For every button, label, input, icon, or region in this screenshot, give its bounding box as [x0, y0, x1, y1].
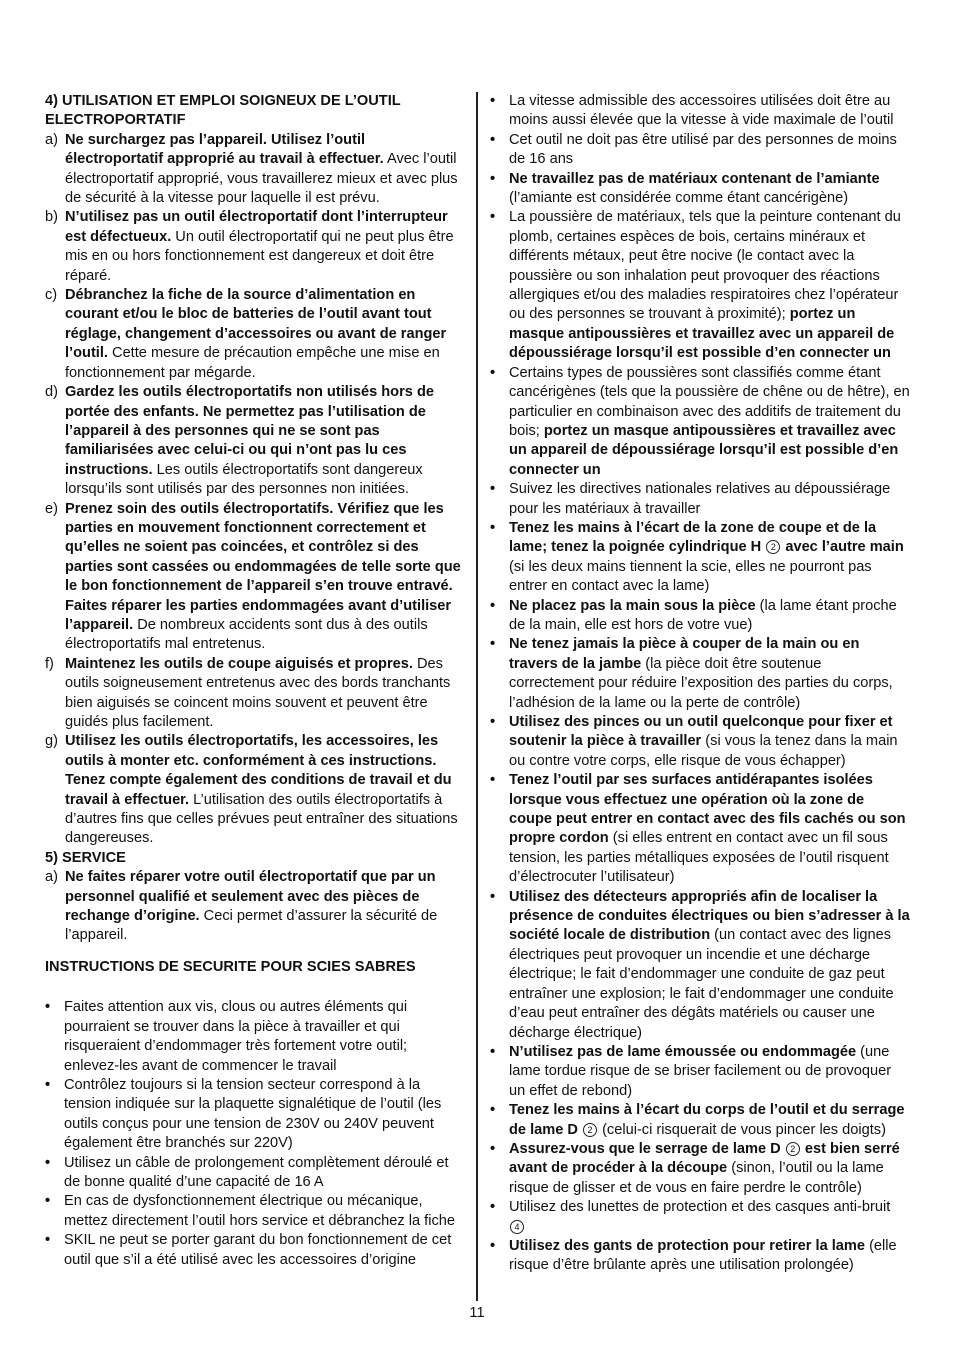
bullet-item: [45, 1154, 465, 1193]
callout-number-icon: 2: [766, 540, 780, 554]
saw-safety-heading: INSTRUCTIONS DE SECURITE POUR SCIES SABRES: [45, 958, 416, 975]
bullet-text: Ne placez pas la main sous la pièce (la lame étant proche de la main, elle est hors de votre vue): [509, 597, 897, 633]
bullet-text: La poussière de matériaux, tels que la peinture contenant du plomb, certaines espèces de bois, certains minéraux et différents métaux, peut être nocive (le contact avec la poussière ou son inhalation peut provoquer des réactions allergiques et/ou des maladies respiratoires chez l’opérateur ou des personnes se trouvant à proximité); portez un masque antipoussières et travaillez avec un appareil de dépoussiérage lorsqu’il est possible d’en connecter un: [509, 209, 901, 362]
bullet-item: [490, 713, 910, 771]
bullet-icon: •: [490, 714, 496, 730]
bullet-text: Utilisez des lunettes de protection et des casques anti-bruit 4: [509, 1199, 891, 1232]
list-item: [45, 383, 465, 499]
list-item: [45, 868, 465, 946]
item-label: f): [45, 655, 54, 672]
item-label: a): [45, 131, 58, 148]
bullet-icon: •: [490, 1237, 496, 1254]
section-5-items: [45, 868, 465, 946]
bullet-icon: •: [490, 1140, 496, 1157]
bullet-icon: •: [490, 888, 496, 905]
bullet-item: [490, 519, 910, 597]
bullet-icon: •: [490, 597, 496, 614]
item-text: Ne surchargez pas l’appareil. Utilisez l’outil électroportatif approprié au travail à effectuer. Avec l’outil électroportatif approprié, vous travaillerez mieux et avec plus de sécurité à la vitesse pour laquelle il est prévu.: [65, 131, 458, 207]
list-item: [45, 655, 465, 733]
bullet-text: Tenez les mains à l’écart de la zone de coupe et de la lame; tenez la poignée cylindrique H 2 avec l’autre main (si les deux mains tiennent la scie, elles ne pourront pas entrer en contact avec la lame): [509, 519, 904, 595]
right-bullet-list: [490, 92, 910, 1276]
bullet-item: [45, 1192, 465, 1231]
bullet-text: N’utilisez pas de lame émoussée ou endommagée (une lame tordue risque de se briser facilement ou de provoquer un effet de rebond): [509, 1043, 892, 1099]
bullet-text: Faites attention aux vis, clous ou autres éléments qui pourraient se trouver dans la pièce à travailler et qui risqueraient d’endommager très fortement votre outil; enlevez-les avant de commencer le travail: [64, 999, 408, 1074]
bullet-text: Utilisez des gants de protection pour retirer la lame (elle risque d’être brûlante après une utilisation prolongée): [509, 1237, 897, 1274]
item-label: c): [45, 287, 58, 304]
callout-number-icon: 4: [510, 1220, 524, 1234]
item-label: a): [45, 869, 58, 886]
bullet-item: [490, 1043, 910, 1101]
bullet-item: [45, 1076, 465, 1154]
bullet-icon: •: [490, 93, 496, 109]
bullet-text: Utilisez des détecteurs appropriés afin de localiser la présence de conduites électriques ou bien s’adresser à la société locale de distribution (un contact avec des lignes électriques peut provoquer un incendie et une décharge électrique; le fait d’endommager une conduite de gaz peut entraîner une explosion; le fait d’endommager une conduite d’eau peut entraîner des dégâts matériels ou causer une décharge électrique): [509, 888, 910, 1041]
bullet-icon: •: [45, 1154, 51, 1171]
bullet-icon: •: [490, 209, 496, 226]
section-5-heading: 5) SERVICE: [45, 849, 126, 866]
bullet-item: [45, 998, 465, 1076]
item-label: d): [45, 384, 58, 401]
item-label: g): [45, 733, 58, 750]
item-label: e): [45, 500, 58, 517]
list-item: [45, 286, 465, 383]
item-text: Utilisez les outils électroportatifs, les accessoires, les outils à monter etc. conformément à ces instructions. Tenez compte également des conditions de travail et du travail à effectuer. L’utilisation des outils électroportatifs à d’autres fins que celles prévues peut entraîner des situations dangereuses.: [65, 733, 458, 847]
bullet-icon: •: [45, 1193, 51, 1210]
bullet-text: Cet outil ne doit pas être utilisé par des personnes de moins de 16 ans: [509, 131, 897, 168]
bullet-icon: •: [490, 364, 496, 381]
bullet-icon: •: [45, 999, 51, 1016]
section-4-items: [45, 131, 465, 849]
bullet-item: [490, 771, 910, 887]
bullet-item: [490, 1237, 910, 1276]
bullet-item: [490, 364, 910, 480]
bullet-icon: •: [490, 636, 496, 653]
bullet-icon: •: [490, 170, 496, 187]
bullet-item: [490, 1140, 910, 1198]
item-text: Prenez soin des outils électroportatifs. Vérifiez que les parties en mouvement fonctionnent correctement et qu’elles ne soient pas coincées, et contrôlez si des parties sont cassées ou endommagées de telle sorte que le bon fonctionnement de l’appareil s’en trouve entravé. Faites réparer les parties endommagées avant d’utiliser l’appareil. De nombreux accidents sont dus à des outils électroportatifs mal entretenus.: [65, 500, 461, 653]
list-item: [45, 208, 465, 286]
bullet-icon: •: [490, 772, 496, 789]
bullet-icon: •: [490, 1199, 496, 1216]
bullet-item: [490, 888, 910, 1043]
list-item: [45, 732, 465, 848]
item-text: Maintenez les outils de coupe aiguisés et propres. Des outils soigneusement entretenus avec des bords tranchants bien aiguisés se coincent moins souvent et peuvent être guidés plus facilement.: [65, 655, 451, 730]
bullet-text: Certains types de poussières sont classifiés comme étant cancérigènes (tels que la poussière de chêne ou de hêtre), en particulier en combinaison avec des additifs de traitement du bois; portez un masque antipoussières et travaillez avec un appareil de dépoussiérage lorsqu’il est possible d’en connecter un: [509, 364, 910, 478]
item-label: b): [45, 209, 58, 226]
bullet-item: [490, 170, 910, 209]
bullet-text: Tenez l’outil par ses surfaces antidérapantes isolées lorsque vous effectuez une opération où la zone de coupe peut entrer en contact avec des fils cachés ou son propre cordon (si elles entrent en contact avec un fil sous tension, les parties métalliques exposées de l’outil risquent d’électrocuter l’utilisateur): [509, 772, 906, 886]
bullet-text: Suivez les directives nationales relatives au dépoussiérage pour les matériaux à travailler: [509, 481, 891, 517]
bullet-item: [490, 1198, 910, 1237]
page-number: 11: [469, 1305, 485, 1321]
bullet-text: Utilisez un câble de prolongement complètement déroulé et de bonne qualité d’une capacité de 16 A: [64, 1154, 449, 1190]
bullet-text: Utilisez des pinces ou un outil quelconque pour fixer et soutenir la pièce à travailler (si vous la tenez dans la main ou contre votre corps, elle risque de vous échapper): [509, 714, 898, 769]
bullet-icon: •: [45, 1076, 51, 1093]
bullet-item: [490, 1101, 910, 1140]
bullet-item: [490, 480, 910, 519]
bullet-icon: •: [490, 1102, 496, 1119]
bullet-text: Tenez les mains à l’écart du corps de l’outil et du serrage de lame D 2 (celui-ci risquerait de vous pincer les doigts): [509, 1102, 905, 1138]
section-4-heading: 4) UTILISATION ET EMPLOI SOIGNEUX DE L’OUTIL ELECTROPORTATIF: [45, 93, 401, 129]
bullet-item: [490, 597, 910, 636]
item-text: Débranchez la fiche de la source d’alimentation en courant et/ou le bloc de batteries de l’outil avant tout réglage, changement d’accessoires ou avant de ranger l’outil. Cette mesure de précaution empêche une mise en fonctionnement par mégarde.: [65, 287, 447, 381]
bullet-text: En cas de dysfonctionnement électrique ou mécanique, mettez directement l’outil hors service et débranchez la fiche: [64, 1193, 455, 1229]
bullet-text: SKIL ne peut se porter garant du bon fonctionnement de cet outil que s’il a été utilisé avec les accessoires d’origine: [64, 1232, 452, 1268]
bullet-text: La vitesse admissible des accessoires utilisées doit être au moins aussi élevée que la vitesse à vide maximale de l’outil: [509, 93, 894, 129]
list-item: [45, 131, 465, 209]
bullet-icon: •: [490, 131, 496, 148]
bullet-icon: •: [490, 481, 496, 498]
bullet-icon: •: [45, 1232, 51, 1249]
callout-number-icon: 2: [786, 1142, 800, 1156]
item-text: N’utilisez pas un outil électroportatif dont l’interrupteur est défectueux. Un outil électroportatif qui ne peut plus être mis en ou hors fonctionnement est dangereux et doit être réparé.: [65, 209, 454, 284]
bullet-text: Assurez-vous que le serrage de lame D 2 est bien serré avant de procéder à la découpe (sinon, l’outil ou la lame risque de glisser et de vous en faire perdre le contrôle): [509, 1140, 900, 1196]
bullet-item: [490, 131, 910, 170]
bullet-text: Ne travaillez pas de matériaux contenant de l’amiante (l’amiante est considérée comme étant cancérigène): [509, 170, 880, 207]
callout-number-icon: 2: [583, 1123, 597, 1137]
list-item: [45, 500, 465, 655]
column-divider: [476, 92, 478, 1301]
left-bullet-list: [45, 998, 465, 1270]
left-column: [45, 92, 465, 1270]
item-text: Ne faites réparer votre outil électroportatif que par un personnel qualifié et seulement avec des pièces de rechange d’origine. Ceci permet d’assurer la sécurité de l’appareil.: [65, 869, 438, 944]
bullet-item: [490, 208, 910, 363]
bullet-icon: •: [490, 1043, 496, 1060]
right-column: [490, 92, 910, 1276]
bullet-icon: •: [490, 519, 496, 536]
bullet-item: [490, 92, 910, 131]
bullet-text: Ne tenez jamais la pièce à couper de la main ou en travers de la jambe (la pièce doit être soutenue correctement pour réduire l’exposition des parties du corps, l’adhésion de la lame ou la perte de contrôle): [509, 636, 893, 711]
bullet-item: [45, 1231, 465, 1270]
bullet-item: [490, 635, 910, 713]
item-text: Gardez les outils électroportatifs non utilisés hors de portée des enfants. Ne permettez pas l’utilisation de l’appareil à des personnes qui ne se sont pas familiarisées avec celui-ci ou qui n’ont pas lu ces instructions. Les outils électroportatifs sont dangereux lorsqu’ils sont utilisés par des personnes non initiées.: [65, 384, 434, 498]
bullet-text: Contrôlez toujours si la tension secteur correspond à la tension indiquée sur la plaquette signalétique de l’outil (les outils conçus pour une tension de 230V ou 240V peuvent également être branchés sur 220V): [64, 1076, 442, 1152]
